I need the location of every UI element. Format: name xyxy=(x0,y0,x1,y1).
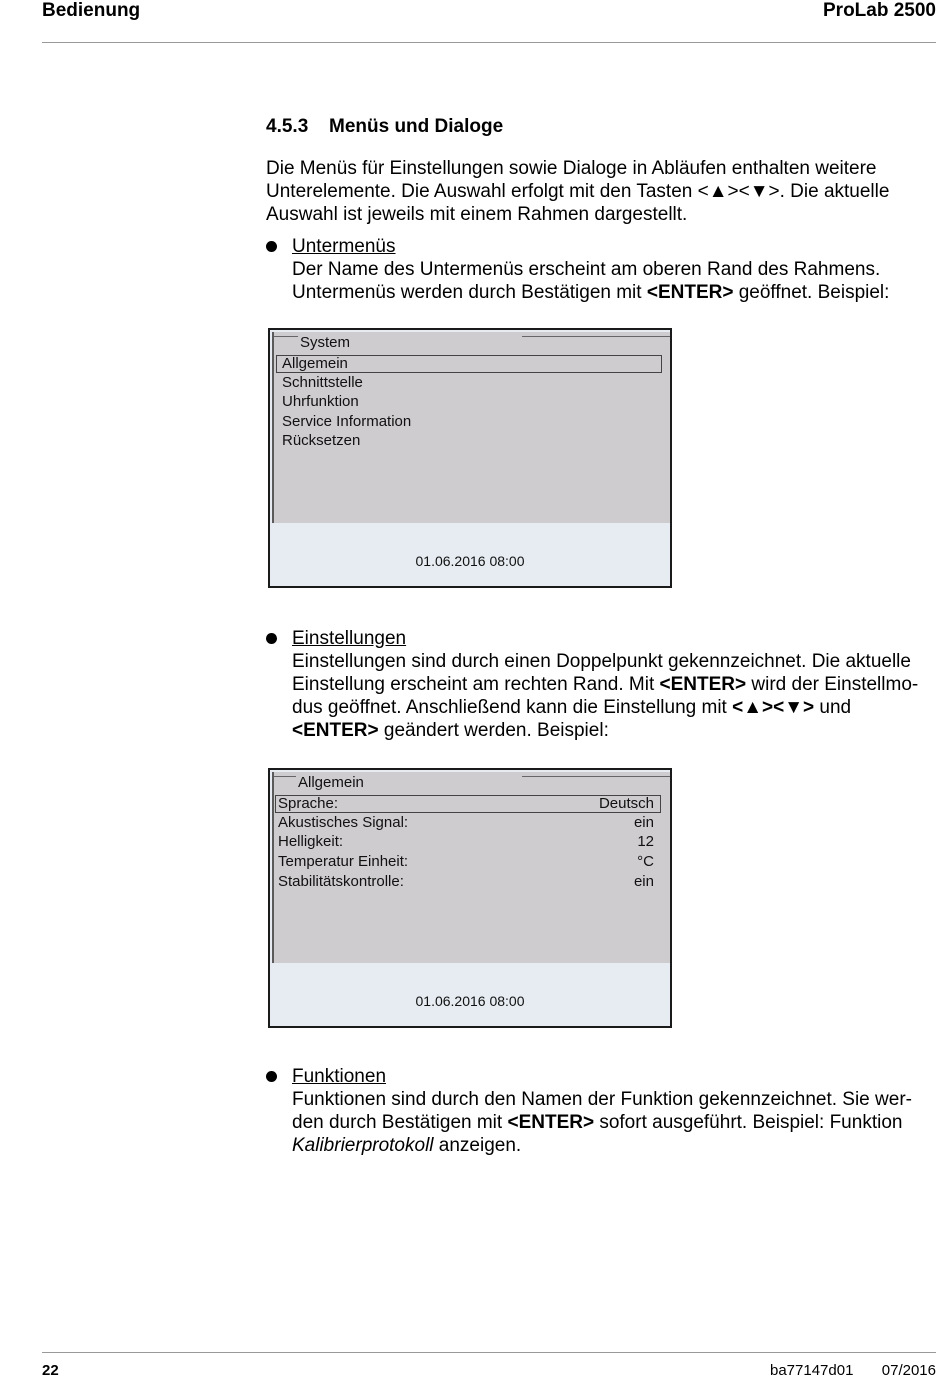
status-datetime: 01.06.2016 08:00 xyxy=(415,553,525,569)
menu-title: Allgemein xyxy=(298,774,364,791)
bullet-title: Untermenüs xyxy=(292,236,396,257)
bullet-line: den durch Bestätigen mit <ENTER> sofort ausgeführt. Beispiel: Funktion xyxy=(292,1112,903,1133)
menu-item-allgemein[interactable]: Allgemein xyxy=(282,355,348,372)
bullet-line: Einstellungen sind durch einen Doppelpunkt gekennzeichnet. Die aktuelle xyxy=(292,651,911,672)
setting-row-temperatur-einheit[interactable] xyxy=(278,852,654,871)
setting-value: Deutsch xyxy=(598,795,654,812)
section-heading: Menüs und Dialoge xyxy=(329,116,504,137)
bullet-dot-icon xyxy=(266,633,277,644)
menu-panel xyxy=(272,332,670,523)
setting-value: 12 xyxy=(637,833,654,850)
setting-label: Akustisches Signal: xyxy=(278,814,409,831)
setting-label: Temperatur Einheit: xyxy=(278,853,409,870)
setting-row-sprache[interactable] xyxy=(278,794,654,813)
bullet-untermenues xyxy=(266,235,936,304)
bullet-line: Untermenüs werden durch Bestätigen mit <ENTER> geöffnet. Beispiel: xyxy=(292,282,890,303)
intro-paragraph xyxy=(266,157,936,226)
frame-line xyxy=(274,336,298,337)
settings-panel xyxy=(272,772,670,963)
setting-row-akustisches-signal[interactable] xyxy=(278,813,654,832)
menu-item-schnittstelle[interactable]: Schnittstelle xyxy=(282,374,363,391)
document-id: ba77147d01 xyxy=(770,1362,854,1379)
menu-item-service-information[interactable]: Service Information xyxy=(282,413,412,430)
device-screen-allgemein xyxy=(268,768,672,1028)
header-product: ProLab 2500 xyxy=(823,0,936,21)
header-rule xyxy=(42,42,936,43)
menu-title: System xyxy=(300,334,351,351)
bullet-title: Einstellungen xyxy=(292,628,407,649)
setting-row-helligkeit[interactable] xyxy=(278,832,654,851)
bullet-einstellungen xyxy=(266,627,936,742)
frame-line xyxy=(274,776,296,777)
bullet-funktionen xyxy=(266,1065,936,1157)
section-title xyxy=(266,116,503,138)
device-screen-system xyxy=(268,328,672,588)
setting-value: ein xyxy=(633,873,654,890)
intro-line: Unterelemente. Die Auswahl erfolgt mit den Tasten <▲><▼>. Die aktuelle xyxy=(266,181,890,202)
header-chapter: Bedienung xyxy=(42,0,141,21)
setting-value: °C xyxy=(637,853,654,870)
frame-line xyxy=(522,336,670,337)
bullet-line: dus geöffnet. Anschließend kann die Einstellung mit <▲><▼> und xyxy=(292,697,852,718)
intro-line: Die Menüs für Einstellungen sowie Dialoge in Abläufen enthalten weitere xyxy=(266,158,877,179)
setting-label: Helligkeit: xyxy=(278,833,344,850)
setting-value: ein xyxy=(633,814,654,831)
bullet-title: Funktionen xyxy=(292,1066,387,1087)
menu-item-ruecksetzen[interactable]: Rücksetzen xyxy=(282,432,361,449)
menu-item-uhrfunktion[interactable]: Uhrfunktion xyxy=(282,393,359,410)
document-date: 07/2016 xyxy=(881,1362,936,1379)
page-number: 22 xyxy=(42,1362,59,1379)
bullet-dot-icon xyxy=(266,1071,277,1082)
intro-line: Auswahl ist jeweils mit einem Rahmen dargestellt. xyxy=(266,204,688,225)
frame-line xyxy=(522,776,670,777)
setting-label: Sprache: xyxy=(278,795,339,812)
status-datetime: 01.06.2016 08:00 xyxy=(415,993,525,1009)
bullet-line: Funktionen sind durch den Namen der Funktion gekennzeichnet. Sie wer- xyxy=(292,1089,912,1110)
bullet-line: Der Name des Untermenüs erscheint am oberen Rand des Rahmens. xyxy=(292,259,881,280)
setting-label: Stabilitätskontrolle: xyxy=(278,873,404,890)
bullet-line: <ENTER> geändert werden. Beispiel: xyxy=(292,720,609,741)
bullet-line: Einstellung erscheint am rechten Rand. Mit <ENTER> wird der Einstellmo- xyxy=(292,674,919,695)
bullet-line: Kalibrierprotokoll anzeigen. xyxy=(292,1135,522,1156)
footer-rule xyxy=(42,1352,936,1353)
setting-row-stabilitaetskontrolle[interactable] xyxy=(278,872,654,891)
bullet-dot-icon xyxy=(266,241,277,252)
section-number: 4.5.3 xyxy=(266,116,309,137)
